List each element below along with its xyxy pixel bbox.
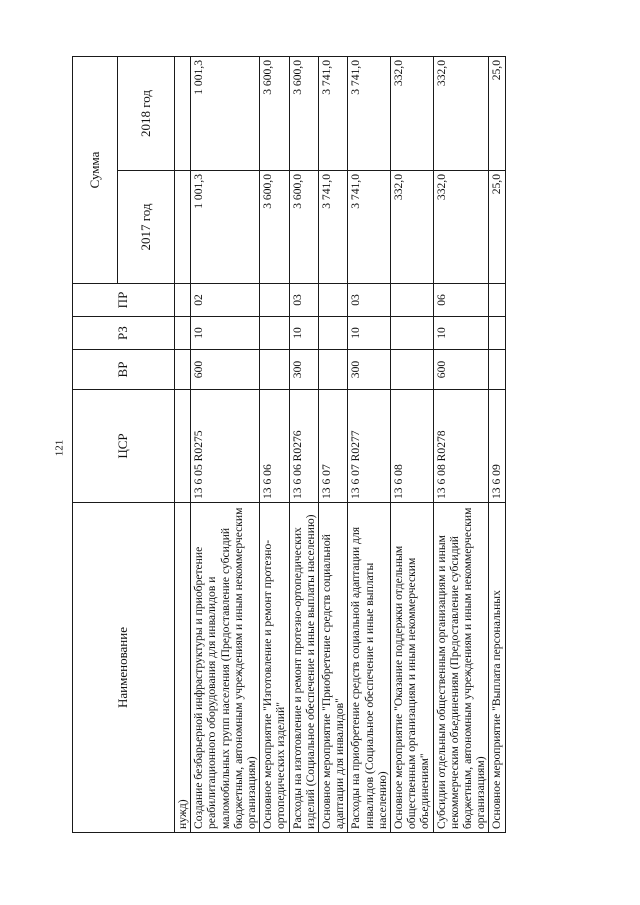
header-name: Наименование — [73, 503, 175, 833]
table-row — [260, 57, 289, 833]
row-vr — [260, 350, 289, 390]
rotated-page-area — [72, 57, 625, 833]
header-year-2018: 2018 год — [118, 57, 175, 171]
row-rz: 10 — [433, 317, 489, 350]
row-sum-2017: 3 600,0 — [289, 171, 318, 284]
row-rz — [489, 317, 505, 350]
row-sum-2018: 3 741,0 — [319, 57, 348, 171]
table-row — [319, 57, 348, 833]
table-row — [191, 57, 260, 833]
table-row — [433, 57, 489, 833]
row-vr — [391, 350, 434, 390]
row-sum-2017: 332,0 — [391, 171, 434, 284]
row-csr: 13 6 08 R0278 — [433, 390, 489, 503]
row-name: Основное мероприятие "Изготовление и ремонт протезно-ортопедических изделий" — [260, 503, 289, 833]
row-pr: 02 — [191, 284, 260, 317]
row-vr: 600 — [191, 350, 260, 390]
row-name: Создание безбарьерной инфраструктуры и приобретение реабилитационного оборудования для инвалидов и маломобильных групп населения (Предоставление субсидий бюджетным, автономным учреждениям и иным некоммерческим организациям) — [191, 503, 260, 833]
row-rz — [391, 317, 434, 350]
row-rz: 10 — [191, 317, 260, 350]
header-rz: РЗ — [73, 317, 175, 350]
row-sum-2017: 332,0 — [433, 171, 489, 284]
carryover-row — [175, 57, 191, 833]
row-name: Основное мероприятие "Оказание поддержки отдельным общественным организациям и иным некоммерческим объединениям" — [391, 503, 434, 833]
row-rz: 10 — [289, 317, 318, 350]
row-csr: 13 6 08 — [391, 390, 434, 503]
table-row-cut — [489, 57, 505, 833]
page-number: 121 — [53, 439, 66, 457]
row-csr: 13 6 09 — [489, 390, 505, 503]
budget-table — [72, 56, 506, 833]
header-pr: ПР — [73, 284, 175, 317]
row-csr: 13 6 07 R0277 — [348, 390, 391, 503]
row-sum-2018: 25,0 — [489, 57, 505, 171]
table-row — [391, 57, 434, 833]
row-vr: 300 — [289, 350, 318, 390]
table-row — [289, 57, 318, 833]
header-sum: Сумма — [73, 57, 118, 284]
row-pr: 03 — [348, 284, 391, 317]
row-sum-2018: 3 741,0 — [348, 57, 391, 171]
row-rz — [260, 317, 289, 350]
header-csr: ЦСР — [73, 390, 175, 503]
row-csr: 13 6 07 — [319, 390, 348, 503]
rotated-table-container — [72, 57, 625, 833]
row-sum-2018: 1 001,3 — [191, 57, 260, 171]
row-vr: 300 — [348, 350, 391, 390]
row-name: Основное мероприятие "Приобретение средств социальной адаптации для инвалидов" — [319, 503, 348, 833]
row-rz — [319, 317, 348, 350]
row-vr — [319, 350, 348, 390]
row-vr — [489, 350, 505, 390]
header-year-2017: 2017 год — [118, 171, 175, 284]
row-name: Субсидии отдельным общественным организациям и иным некоммерческим объединениям (Предоставление субсидий бюджетным, автономным учреждениям и иным некоммерческим организациям) — [433, 503, 489, 833]
row-name: Расходы на приобретение средств социальной адаптации для инвалидов (Социальное обеспечение и иные выплаты населению) — [348, 503, 391, 833]
row-name: Основное мероприятие "Выплата персональных — [489, 503, 505, 833]
row-sum-2017: 1 001,3 — [191, 171, 260, 284]
row-vr: 600 — [433, 350, 489, 390]
row-pr — [489, 284, 505, 317]
row-pr — [319, 284, 348, 317]
row-sum-2017: 25,0 — [489, 171, 505, 284]
row-sum-2017: 3 600,0 — [260, 171, 289, 284]
row-rz: 10 — [348, 317, 391, 350]
row-csr: 13 6 06 R0276 — [289, 390, 318, 503]
row-sum-2017: 3 741,0 — [319, 171, 348, 284]
row-pr — [260, 284, 289, 317]
row-pr: 03 — [289, 284, 318, 317]
header-vr: ВР — [73, 350, 175, 390]
row-pr — [391, 284, 434, 317]
row-csr: 13 6 05 R0275 — [191, 390, 260, 503]
row-name: Расходы на изготовление и ремонт протезно-ортопедических изделий (Социальное обеспечение и иные выплаты населению) — [289, 503, 318, 833]
row-pr: 06 — [433, 284, 489, 317]
row-sum-2018: 332,0 — [433, 57, 489, 171]
row-sum-2017: 3 741,0 — [348, 171, 391, 284]
row-sum-2018: 332,0 — [391, 57, 434, 171]
row-sum-2018: 3 600,0 — [260, 57, 289, 171]
row-sum-2018: 3 600,0 — [289, 57, 318, 171]
table-row — [348, 57, 391, 833]
row-csr: 13 6 06 — [260, 390, 289, 503]
carryover-text: нужд) — [175, 503, 191, 833]
